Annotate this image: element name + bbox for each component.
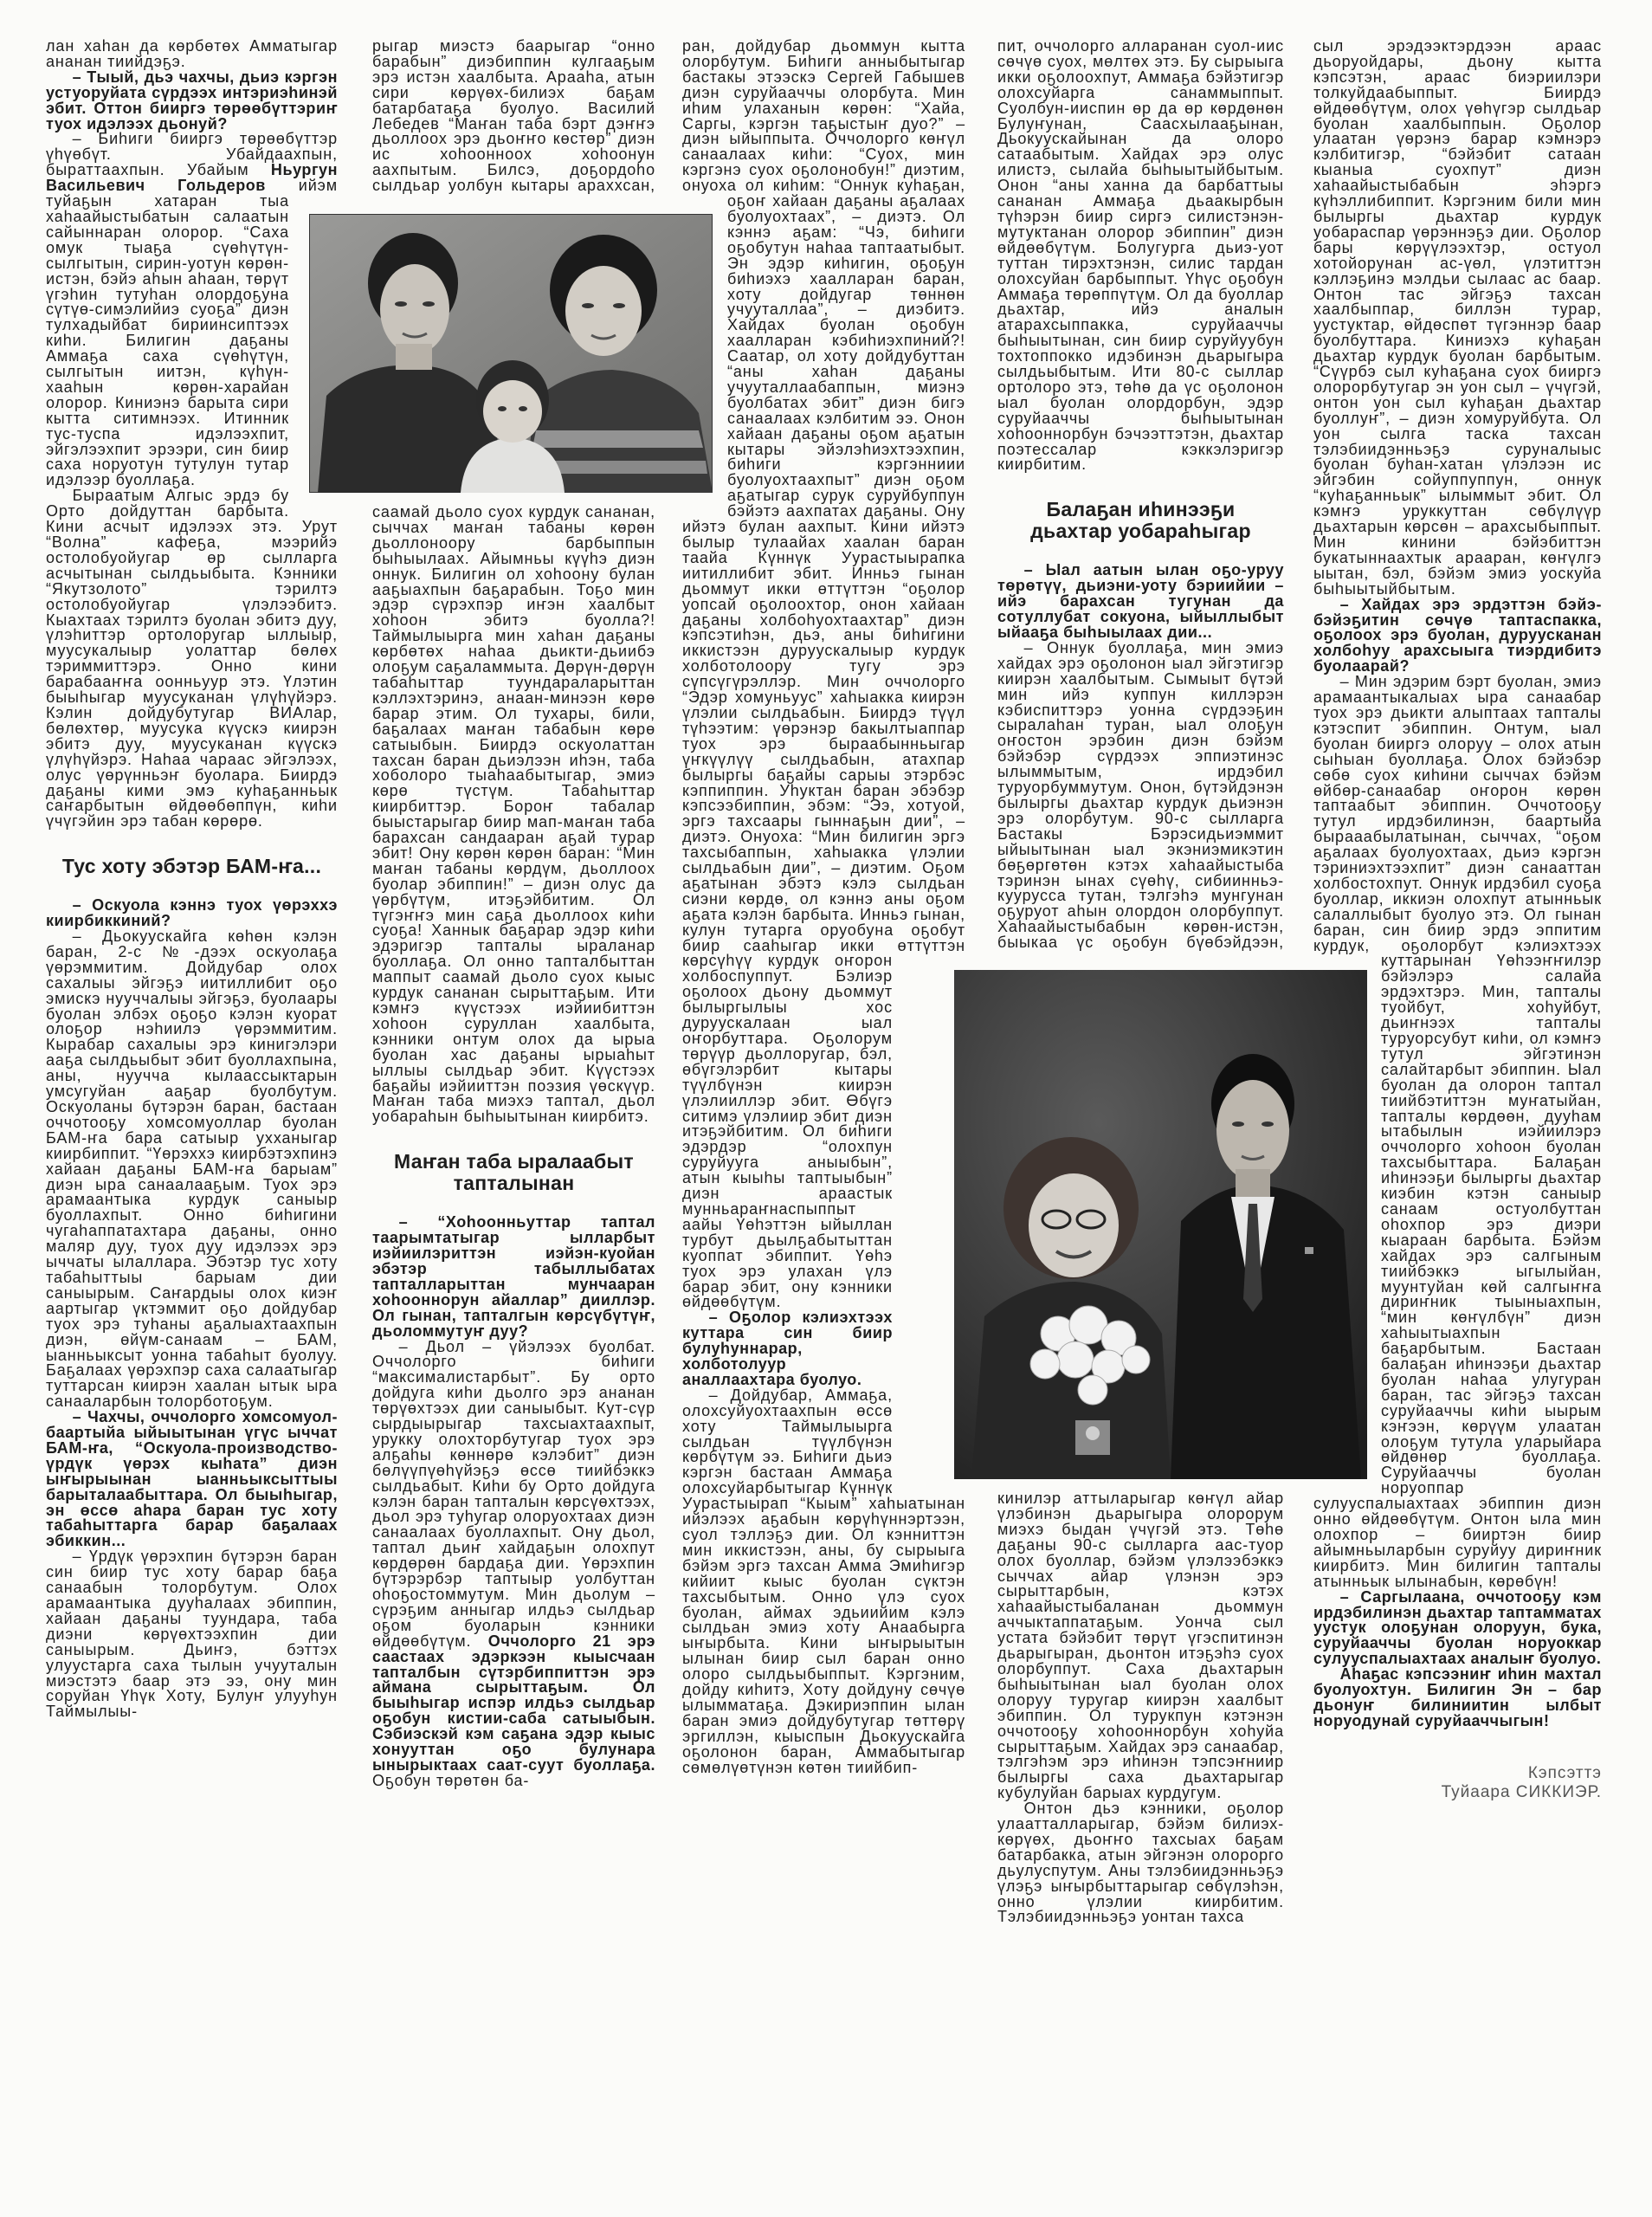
article-paragraph: – Үрдүк үөрэхпин бүтэрэн баран син биир тус хоту барар баҕа санаабын толорбутум. Олох арамаантыка дууһалаах эбиппин, хайаан даҕаны туундара, таба диэни көрүөхтээхпин дии саныырым. Дьиҥэ, бэттэх улуустарга саха тылын учууталын миэстэтэ баар этэ ээ, ону мин соруйан Үһүк Хоту, Булуҥ улууһун Таймылыы- xyxy=(46,1548,338,1721)
article-paragraph: Быраатым Алгыс эрдэ бу Орто дойдуттан барбыта. Кини асчыт идэлээх этэ. Урут “Волна” кафеҕа, мээрийэ остолобуойугар өр сылларга асчытынан сылдьыбыта. Кэнники “Якутзолото” тэрилтэ остолобуойугар үлэлээбитэ. Кыахтаах тэрилтэ буолан эбитэ дуу, үлэһиттэр ортолоругар ыллыыр, муусукалыыр уолаттар бөлөх тэриммиттэрэ. Онно кини барабааҥҥа оонньуур этэ. Үлэтин быыһыгар муусуканан үлүһүйэрэ. Кэлин дойдубутугар ВИАлар, бөлөхтөр, муусука күүскэ киирэн эбитэ дуу, муусуканан күүскэ үлүһүйэрэ. Наһаа чараас эйгэлээх, олус үөрүнньэҥ буолара. Биирдэ даҕаны кими эмэ куһаҕанньык саҥарбытын өйдөөбөппүн, киһи үчүгэйин эрэ табан көрөрө. xyxy=(46,487,338,831)
text-run: ийэм туйаҕын хатаран тыа хаһаайыстыбатын салаатын сайыннаран олорор. “Саха омук тыаҕа сүөһүтүн-сылгытын, сирин-уотун көрөн-истэн, бэйэ аһын аһаан, төрүт үгэһин тутуһан олордоҕуна сүтүө-симэлийиэ суоҕа” диэн тулхадыйбат бириинсиптээх киһи. Билигин даҕаны Аммаҕа саха сүөһүтүн, сылгытын иитэн, күһүн-хааһын көрөн-харайан олорор. Киниэнэ барыта сири кытта ситимнээх. Итинник тус-туспа идэлээхпит, эйгэлээхпит эрээри, син биир саха норуотун тутулун тутар идэлээр буоллаҕа. xyxy=(46,177,338,489)
interview-question: – Чахчы, оччолорго хомсомуол-баартыйа ыйыытынан үгүс ыччат БАМ-ҥа, “Оскуола-производство-үрдүк үөрэх кыһата” диэн ыҥырыынан ыанньыксыттыы барыталаабыттара. Ол быыһыгар, эн өссө аһара баран тус хоту табаһыттарга барар баҕалаах эбиккин... xyxy=(46,1408,338,1550)
article-paragraph: Онтон дьэ кэнники, оҕолор улаатталларыгар, бэйэм билиэх-көрүөх, дьоҥҥо тахсыах баҕам батарбакка, атын эйгэнэн олорорго дьулуспутум. Аны тэлэбиидэнньэҕэ үлэҕэ ыҥырбыттарыгар сөбүлэһэн, онно үлэлии киирбитим. Тэлэбиидэнньэҕэ уонтан тахса xyxy=(997,1800,1284,1926)
article-paragraph: рыгар миэстэ баарыгар “онно барабын” диэбиппин кулгааҕым эрэ истэн хаалбыта. Арааһа, атын сири көрүөх-билиэх баҕам батарбатаҕа буолуо. Василий Лебедев “Маҥан таба бэрт дэҥҥэ дьоллоох эрэ дьоҥҥо көстөр” диэн ис хоһоонноох хоһоонун аахпытым. Билсэ, доҕордоһо сылдьар уолбун кытары араххсан, саамай дьоло суох курдук сананан, сыччах маҥан табаны көрөн дьоллоноору барбыппын быһыылаах. Айымньы күүһэ диэн оннук. Билигин ол хоһоону булан ааҕыахпын баҕарабын. Тоҕо мин эдэр сүрэхпэр иҥэн хаалбыт хоһоон эбитэ буолла?! Таймылыырга мин хаһан даҕаны көрбөтөх наһаа дьикти-дьиибэ олоҕум саҕаламмыта. Дөрүн-дөрүн табаһыттар туундараларыттан кэллэхтэринэ, анаан-минээн көрө барар этим. Ол тухары, били, баҕалаах маҥан табабын көрө сатыыбын. Биирдэ оскуолаттан тахсан баран дьиэлээн иһэн, таба хоболоро тыаһаабытыгар, эмиэ көрө түстүм. Табаһыттар киирбиттэр. Бороҥ табалар быыстарыгар биир мап-маҥан таба барахсан сандааран аҕай турар эбит! Ону көрөн көрөн баран: “Мин маҥан табаны көрдүм, дьоллоох буолар эбиппин!” – диэн олус да үөрбүтүм, итэҕэйбитим. Ол түгэҥҥэ мин саҕа дьоллоох киһи суоҕа! Ханнык баҕарар эдэр киһи эдэригэр тапталы ыраланар буоллаҕа. Ол онно тапталбыттан маппыт саамай дьоло суох кыыс курдук сананан сырыттаҕым. Ити кэмҥэ күүстээх иэйиибиттэн хоһоон суруллан хаалбыта, кэнники онтум олох да ырыа буолан хас даҕаны ырыаһыт ыллыы сылдьар эбит. Күүстээх баҕайы иэйииттэн поэзия үөскүүр. Маҥан таба миэхэ таптал, дьол уобараһын быһыытынан киирбитэ. xyxy=(372,39,655,1126)
interview-question: – Тыый, дьэ чахчы, дьиэ кэргэн устуоруйата сүрдээх интэриэһинэй эбит. Оттон бииргэ төрөөбүттэриҥ туох идэлээх дьонуй? xyxy=(46,68,338,133)
section-heading: Маҥан таба ыралаабыт тапталынан xyxy=(394,1150,634,1195)
text-run: – Биһиги бииргэ төрөөбүттэр үһүөбүт. Убайдаахпын, быраттаахпын. Убайым xyxy=(46,130,338,179)
section-heading: Балаҕан иһинээҕи дьахтар уобараһыгар xyxy=(1030,498,1251,543)
article-paragraph: – Мин эдэрим бэрт буолан, эмиэ арамаантыкалыах ыра санаабар туох эрэ дьикти алыптаах тапталы кэтэспит эбиппин. Онтум, ыал буолан бииргэ олоруу – олох атын сыһыан буоллаҕа. Олох бэйэбэр сөбө суох киһини сыччах бэйэм өйбөр-санаабар оҥорон көрөн таптаабыт эбиппин. Оччотооҕу тутул ирдэбилинэн, баартыйа бырааабылатынан, сыччах, “оҕом аҕалаах буолуохтаах, дьиэ кэргэн тэриниэхтээхпит” диэн санааттан холбостохпут. Оннук ирдэбил суоҕа буоллар, иккиэн олохпут атынньык салаллыбыт буолуо этэ. Ол гынан баран, син биир эрдэ эппитим курдук, оҕолорбут кэлиэхтээх куттарынан Үөһээҥҥилэр бэйэлэрэ салайа эрдэхтэрэ. Мин, тапталы туойбут, хоһуйбут, дьиҥнээх тапталы туруорсубут киһи, ол кэмҥэ тутул эйгэтинэн салайтарбыт эбиппин. Ыал буолан да олорон таптал тиийбэтиттэн муҥатыйан, тапталы көрдөөн, дууһам ытабылын иэйиилэрэ оччолорго хоһоон буолан тахсыбыттара. Балаҕан иһинээҕи былыргы дьахтар киэбин кэтэн саныыр санаам остуолбуттан оһохпор эрэ диэри кыараан барбыта. Бэйэм хайдах эрэ салгыным тиийбэккэ ыгылыйан, муунтуйан көй салгыҥҥа дириҥник тыыныахпын, “мин көҥүлбүн” диэн хаһыытыахпын баҕарбытым. Бастаан балаҕан иһинээҕи дьахтар буолан наһаа улугуран баран, тас эйгэҕэ тахсан суруйааччы киһи ыырым кэҥээн, көрүүм улаатан олоҕум тутула уларыйара өйдөнөр буоллаҕа. Суруйааччы буолан норуоппар сулууспалыахтаах эбиппин диэн онно өйдөөбүтүм. Онтон ыла мин олохпор – бииртэн биир айымньыларбын суруйуу дириҥник киирбитэ. Мин билигин тапталы атынньык ылынабын, көрөбүн! xyxy=(1313,673,1602,1590)
interview-question: – Ыал аатын ылан оҕо-уруу төрөтүү, дьиэни-уоту бэриийии – ийэ барахсан тугунан да сотуллубат сокуона, ыйыллыбыт ыйааҕа быһыылаах дии... xyxy=(997,561,1284,641)
article-paragraph: пит, оччолорго алларанан суол-иис сөчүө суох, мөлтөх этэ. Бу сырыыга икки оҕолоохпут, Аммаҕа бэйэтигэр олохсуйарга санаммыппыт. Суолбун-ииспин өр да өр көрдөнөн Булуҥунан, Саасхылааҕынан, Дьокуускайынан да олоро сатаабытым. Хайдах эрэ олус илистэ, сылайа быһыытыйбытым. Онон “аны ханна да барбаттыы сананан Аммаҕа дьаакырбын түһэрэн биир сиргэ силистэнэн-мутуктанан олорор эбиппин” диэн өйдөөбүтүм. Болугурга дьиэ-уот туттан тирэхтэнэн, силис тардан олохсуйан барбыппыт. Үһүс оҕобун Аммаҕа төрөппүтүм. Ол да буоллар дьахтар, ийэ аналын атарахсыппакка, суруйааччы быһыытынан, син биир суруйуубун тохтоппокко идэбинэн дьарыгыра сылдьыбытым. Ити 80-с сыллар ортолоро этэ, төһө да үс оҕолонон ыал буолан олордорбун, эдэр суруйааччы быһыытынан хоһооннорбун бэчээттэтэн, дьахтар поэтессалар кэккэлэригэр киирбитим. xyxy=(997,39,1284,474)
interview-question: – Оҕолор кэлиэхтээх куттара син биир булуһуннарар, холботолуур аналлаахтара буолуо. xyxy=(682,1309,893,1388)
article-paragraph: – Дойдубар, Аммаҕа, олохсуйуохтаахпын өссө хоту Таймылыырга сылдьан түүлбүнэн көрбүтүм ээ. Биһиги дьиэ кэргэн бастаан Аммаҕа олохсуйарбытыгар Күннүк Уурастыырап “Кыым” хаһыатынан ийэлээх аҕабын көрүһүннэртээн, суол тэллэҕэ дии. Ол кэнниттэн мин иккистээн, аны, бу сырыыга бэйэм эргэ тахсан Амма Эмиһигэр кийиит кыыс буолан сүктэн тахсыбытым. Онно үлэ суох буолан, аймах эдьиийим кэлэ сылдьан эмиэ хоту Анаабырга ыҥырбыта. Кини ыҥырыытын ылынан биир сыл баран онно олоро сылдьыбыппыт. Кэргэним, дойду киһитэ, Хоту дойдуну сөчүө ылымматаҕа. Дэкириэппин ылан баран эмиэ дойдубутугар төттөрү эргиллэн, кыыспын Дьокуускайга оҕолонон баран, Аммабытыгар сөмөлүөтүнэн көтөн тиийбип- xyxy=(682,1386,965,1776)
article-paragraph: ран, дойдубар дьоммун кытта олорбутум. Биһиги анныбытыгар бастакы этээскэ Сергей Габышев диэн суруйааччы олорбута. Мин иһим улаханын көрөн: “Хайа, Саргы, кэргэн таҕыстыҥ дуо?” – диэн ыйыппыта. Оччолорго көҥүл санаалаах киһи: “Суох, мин кэргэнэ суох оҕолонобун!” диэтим, онуоха ол киһим: “Оннук куһаҕан, оҕоҥ хайаан даҕаны аҕалаах буолуохтаах”, – диэтэ. Ол кэннэ аҕам: “Чэ, биһиги оҕобутун наһаа таптаатыбыт. Эн эдэр киһигин, оҕоҕун биһиэхэ хаалларан баран, хоту дойдугар төннөн учууталлаа”, – диэбитэ. Хайдах буолан оҕобун хаалларан кэбиһиэхпиний?! Саатар, ол хоту дойдубуттан “аны хаһан даҕаны учууталлаабаппын, миэнэ буолбатах эбит” диэн бигэ санаалаах кэлбитим ээ. Онон хайаан даҕаны оҕом аҕатын кытары эйэлэһиэхтээхпин, биһиги кэргэнниии буолуохтаахпыт” диэн оҕом аҕатыгар сурук суруйбуппун бэйэтэ аахпатах даҕаны. Ону ийэтэ булан аахпыт. Кини ийэтэ былыр тулаайах хаалан баран таайа Күннүк Уурастыырапка иитиллибит эбит. Инньэ гынан дьоммут икки өттүттэн “оҕолор уопсай оҕолоохтор, онон хайаан даҕаны холбоһуохтаахтар” диэн кэпсэтиһэн, дьэ, аны биһигини иккистээн дуруускалыыр курдук холботолоору тугу эрэ сүпсүгүрэллэр. Мин оччолорго “Эдэр хомуньуус” хаһыакка киирэн үлэлии сылдьабын. Биирдэ түүл түһээтим: үөрэнэр бакылтыаппар туох эрэ быраабынньыгар үҥкүүлүү сылдьабын, атахпар былыргы баҕайы сарыы этэрбэс кэппиппин. Уһуктан баран эбэбэр кэпсээбиппин, эбэм: “Ээ, хотуой, эргэ тахсаары гыннаҕын дии”, – диэтэ. Онуоха: “Мин билигин эргэ тахсыбаппын, хаһыакка үлэлии сылдьабын дии”, – диэтим. Оҕом аҕатынан эбэтэ кэлэ сылдьан сиэни көрдө, ол кэннэ аны оҕом аҕата кэлэн барбыта. Инньэ гынан, кулун тутарга оруобуна оҕобут биир сааһыгар икки өттүттэн көрсүһүү курдук оҥорон холбоспуппут. Бэлиэр оҕолоох дьону дьоммут былыргылыы хос дуруускалаан ыал оҥорбуттара. Оҕолорум төрүүр дьоллоругар, бэл, өбүгэлэрбит кытары түүлбүнэн киирэн үлэлииллэр эбит. Өбүгэ ситимэ үлэлиир эбит диэн итэҕэйбитим. Ол биһиги эдэрдэр “олохпун суруйууга аныыбын”, атын кыыһы таптыыбын” диэн араастык мунньараҥнаспыппыт аайы Үөһэттэн ыйыллан турбут дьылҕабытыттан куоппат эбиппит. Үөһэ туох эрэ улахан үлэ барар эбит, ону кэнники өйдөөбүтүм. xyxy=(682,39,965,1311)
article-column-1 xyxy=(46,39,338,2204)
article-paragraph xyxy=(372,1337,655,1789)
bold-text: Оччолорго 21 эрэ саастаах эдэркээн кыысчаан тапталбын сүтэрбиппиттэн эрэ аймана сырыттаҕым. Ол быыһыгар испэр илдьэ сылдьар оҕобун кистии-саба сатыыбын. Сэбиэскэй кэм саҕана эдэр кыыс хонууттан оҕо булунара ынырыктаах саат-суут буоллаҕа. xyxy=(372,1632,655,1774)
byline xyxy=(1313,1764,1602,1802)
article-paragraph: – Оннук буоллаҕа, мин эмиэ хайдах эрэ оҕолонон ыал эйгэтигэр киирэн хаалбытым. Сымыыт бүтэй мин ийэ куппун киллэрэн кэбиспиттэрэ уонна сүрдээҕин сыралаһан туран, ыал олоҕун оҥостон эрэбин диэн бэйэм бэйэбэр сүрдээх эппиэтинэс ылыммытым, ирдэбил туруорбуммутум. Онон, бүтэйдэнэн былыргы дьахтар курдук дьиэнэн эрэ олорбутум. 90-с сылларга Бастакы Бэрэсидьиэммит ыйыытынан ыал экэниэмикэтин бөҕөргөтөн кэтэх хаһаайыстыба тэринэн ынах сүөһү, сибиинньэ-куурусса тутан, тэлгэһэ мунгунан оҕуруот аһын олордон олорбуппут. Хаһаайыстыбабын көрөн-истэн, быыкаа үс оҕобун бүөбэйдээн, кинилэр аттыларыгар көҥүл айар үлэбинэн дьарыгыра олорорум миэхэ быдан үчүгэй этэ. Төһө даҕаны 90-с сылларга аас-туор олох буоллар, бэйэм үлэлээбэккэ сыччах айар үлэнэн эрэ сырыттарбын, кэтэх хаһаайыстыбаланан дьоммун аччыктаппатаҕым. Уонча сыл устата бэйэбит төрүт үгэспитинэн дьарыгыран, дьонтон итэҕэһэ суох олорбуппут. Саха дьахтарын быһыытынан ыал буолан олох олоруу туругар киирэн хаалбыт эбиппин. Ол турукпун кэтэнэн оччотооҕу хоһооннорбун хоһуйа сырыттаҕым. Хайдах эрэ санаабар, тэлгэһэм эрэ иһинэн тэпсэҥниир былыргы саха дьахтарыгар кубулуйан барыах курдугум. xyxy=(997,638,1284,1802)
text-run: Оҕобун төрөтөн ба- xyxy=(372,1771,530,1789)
photo-family-portrait xyxy=(309,214,713,493)
section-heading: Тус хоту эбэтэр БАМ-ҥа... xyxy=(61,855,322,878)
photo-couple-award xyxy=(954,970,1367,1479)
article-paragraph: лан хаһан да көрбөтөх Амматыгар ананан тиийдэҕэ. xyxy=(46,39,338,70)
interview-question: – “Хоһоонньуттар таптал таарымтатыгар ылларбыт иэйиилэриттэн иэйэн-куойан эбэтэр табыллыбатах тапталларыттан мунчааран хоһооннорун айаллар” дииллэр. Ол гынан, тапталгын көрсүбүтүҥ, дьоломмутуҥ дуу? xyxy=(372,1213,655,1340)
byline-author: Туйаара СИККИЭР. xyxy=(1441,1782,1602,1801)
interview-question: – Хайдах эрэ эрдэттэн бэйэ-бэйэҕитин сөчүө таптаспакка, оҕолоох эрэ буолан, дуруусканан холбоһуу арахсыыга тиэрдибитэ буолаарай? xyxy=(1313,595,1602,675)
interview-question: Аһаҕас кэпсээниҥ иһин махтал буолуохтун. Билигин Эн – бар дьонуҥ билиниитин ылбыт норуодунай суруйааччыгын! xyxy=(1313,1665,1602,1729)
interview-question: – Саргылаана, оччотооҕу кэм ирдэбилинэн дьахтар таптамматах уустук олоҕунан олоруун, бука, суруйааччы буолан норуоккар сулууспалыахтаах аналыҥ буолуо. xyxy=(1313,1587,1602,1668)
byline-label: Кэпсэттэ xyxy=(1527,1763,1602,1782)
article-column-3 xyxy=(682,39,965,2204)
article-paragraph: сыл эрэдээктэрдээн араас дьоруойдары, дьону кытта кэпсэтэн, араас биэриилэри толкуйдаабыппыт. Биирдэ өйдөөбүтүм, олох үөһүгэр сылдьар буолан хаалбыппын. Оҕолор улаатан үөрэнэ барар кэмнэрэ кэлбитигэр, “бэйэбит сатаан кыаныа суохпут” диэн хаһаайыстыбабын эһэргэ күһэллибиппит. Кэргэним били мин былыргы дьахтар курдук уобараспар үөрэннэҕэ дии. Оҕолор бары көрүүлээхтэр, остуол хотойорунан ас-үөл, үлэтиттэн кэллэҕинэ мэлдьи сылаас ас баар. Онтон тас эйгэҕэ тахсан хаалбыппар, биллэн турар, уустуктар, өйдөспөт түгэннэр баар буолбуттара. Киниэхэ куһаҕан дьахтар курдук буолан барбытым. “Сүүрбэ сыл куһаҕана суох бииргэ олорорбутугар эн уон сыл – үчүгэй, онтон уон сыл куһаҕан дьахтар буоллуҥ”, – диэн хомуруйбута. Ол уон сылга таска тахсан тэлэбиидэнньэҕэ суруналыыс буолан буһан-хатан үлэлээн ис эйгэбин сойуппуппун, оннук “куһаҕанньык” ылыммыт эбит. Ол кэмҥэ уруккуттан сөбүлүүр дьахтарын көрсөн – арахсыбыппыт. Мин кинини бэйэбиттэн букатыннаахтык арааран, көҥүлгэ ыытан, бэл, бэйэм эмиэ уоскуйа быһыытыйбытым. xyxy=(1313,39,1602,598)
article-paragraph: – Дьокуускайга көһөн кэлэн баран, 2-с №-дээх оскуолаҕа үөрэммитим. Дойдубар олох сахалыы эйгэҕэ иитиллибит оҕо эмискэ нууччалыы эйгэҕэ, буолаары буолан элбэх оҕоҕо кэлэн куорат олоҕор нэһиилэ үөрэммитим. Кырабар сахалыы эрэ кинигэлэри ааҕа сылдьыбыт эбит буоллахпына, аны, нуучча кылаассыктарын умсугуйан ааҕар буолбутум. Оскуоланы бүтэрэн баран, бастаан оччотооҕу хомсомуоллар буолан БАМ-ҥа бара сатыыр ухханыгар киирбиппит. “Үөрэххэ киирбэтэхпинэ хайаан даҕаны БАМ-ҥа барыам” диэн ыра санаалааҕым. Туох эрэ арамаантыка курдук саныыр буоллахпыт. Онно биһигини чугаһаппатахтара даҕаны, онно маляр дуу, туох дуу идэлээх эрэ ыччаты ылаллара. Эбэтэр тус хоту табаһыттыы барыам дии саныырым. Саҥардыы олох киэҥ аартыгар үктэммит оҕо дойдубар туох эрэ туһаны аҕалыахтаахпын диэн, өйүм-санаам – БАМ, ыанньыксыт уонна табаһыт буолуу. Баҕалаах үөрэхпэр саха салаатыгар туттарсан киирэн хаалан ытык ыра санааларбын толорботоҕум. xyxy=(46,928,338,1411)
text-run: – Дьол – үйэлээх буолбат. Оччолорго биһиги “максималистарбыт”. Бу орто дойдуга киһи дьолго эрэ ананан төрүөхтээх дии саныыбыт. Кут-сүр сырдыырыгар тахсыахтаахпыт, урукку олохторбутугар туох эрэ алҕаһы көннөрө кэлэбит” диэн бөлүүпүөһүйэҕэ өссө тиийбэккэ сылдьабыт. Киһи бу Орто дойдуга кэлэн баран тапталын көрсүөхтээх, дьол эрэ туһугар олоруохтаах диэн санаалаах буоллахпыт. Ону дьол, таптал дьиҥ хайдаҕын олохпут көрдөрөн бардаҕа дии. Үөрэхпин бүтэрэрбэр таптыыр уолбуттан оһоҕостоммутум. Мин дьолум – сүрэҕим анныгар илдьэ сылдьар оҕом буоларын кэнники өйдөөбүтүм. xyxy=(372,1337,655,1650)
interview-question: – Оскуола кэннэ туох үөрэххэ киирбиккиний? xyxy=(46,896,338,930)
bold-text: Ньургун Васильевич Гольдеров xyxy=(46,161,338,195)
